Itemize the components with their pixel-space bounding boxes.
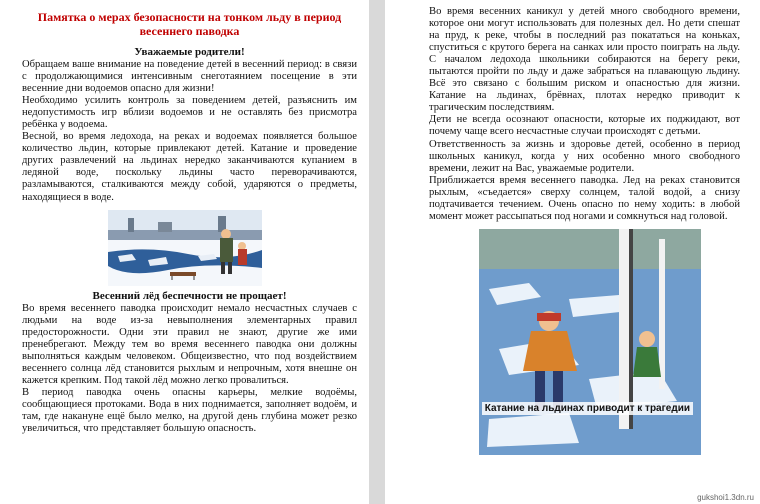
- paragraph: В период паводка очень опасны карьеры, мелкие водоёмы, сообщающиеся протоками. Вода в них поднимается, заполняет водоём, и там, где накануне ещё было мелко, на другой день глубина может резко увеличиться, что представляет большую опасность.: [22, 386, 357, 435]
- paragraph: Во время весенних каникул у детей много свободного времени, которое они могут использовать для полезных дел. Но дети спешат на пруд, к реке, чтобы в последний раз покататься на коньках, спуститься с крутого берега на санках или просто поиграть на льду. С началом ледохода школьники собираются на берегу реки, пытаются пройти по льду и даже забраться на плавающую льдину. Всё это связано с большим риском и опасностью для жизни. Катание на льдинах, брёвнах, плотах нередко приводит к трагическим последствиям.: [429, 6, 740, 114]
- document-title: Памятка о мерах безопасности на тонком льду в период весеннего паводка: [37, 10, 342, 38]
- watermark: gukshoi1.3dn.ru: [697, 493, 754, 502]
- illustration-caption: Катание на льдинах приводит к трагедии: [482, 402, 693, 415]
- paragraph: Обращаем ваше внимание на поведение детей в весенний период: в связи с продолжающимися интенсивным снеготаянием посещение в эти весенние дни водоемов опасно для жизни!: [22, 59, 357, 95]
- page-left: [0, 0, 369, 504]
- paragraph: Ответственность за жизнь и здоровье детей, особенно в период школьных каникул, когда у них особенно много свободного времени, лежит на Вас, уважаемые родители.: [429, 138, 740, 174]
- page-right: [385, 0, 760, 504]
- section-heading: Весенний лёд беспечности не прощает!: [92, 289, 287, 302]
- paragraph: Дети не всегда осознают опасности, которые их поджидают, вот почему чаще всего несчастные случаи происходят с детьми.: [429, 114, 740, 138]
- paragraph: Во время весеннего паводка происходит немало несчастных случаев с людьми на воде из-за невыполнения элементарных правил предосторожности. Одни эти правил не знают, другие же ими пренебрегают. Между тем во время весеннего паводка они должны выполняться каждым человеком. Общеизвестно, что под воздействием весеннего солнца лёд становится рыхлым и непрочным, хотя внешне он кажется крепким. Под такой лёд можно легко провалиться.: [22, 302, 357, 386]
- paragraph: Необходимо усилить контроль за поведением детей, разъяснить им недопустимость игр вблизи водоемов и не оставлять без присмотра ребёнка у водоема.: [22, 95, 357, 131]
- paragraph: Весной, во время ледохода, на реках и водоемах появляется большое количество льдин, которые привлекают детей. Катание и проведение других развлечений на льдинах нередко заканчиваются купанием в ледяной воде, поскольку льдины часто переворачиваются, разламываются, сталкиваются между собой, ударяются о предметы, находящиеся в воде.: [22, 131, 357, 203]
- ice-floe-drawing: [479, 229, 701, 455]
- winter-river-illustration: [108, 210, 262, 286]
- paragraph: Приближается время весеннего паводка. Лед на реках становится рыхлым, «съедается» сверху солнцем, талой водой, а снизу подтачивается течением. Очень опасно по нему ходить: в любой момент может рассыпаться под ногами и сомкнуться над головой.: [429, 174, 740, 222]
- greeting-heading: Уважаемые родители!: [134, 46, 245, 58]
- ice-floe-illustration: [479, 229, 701, 455]
